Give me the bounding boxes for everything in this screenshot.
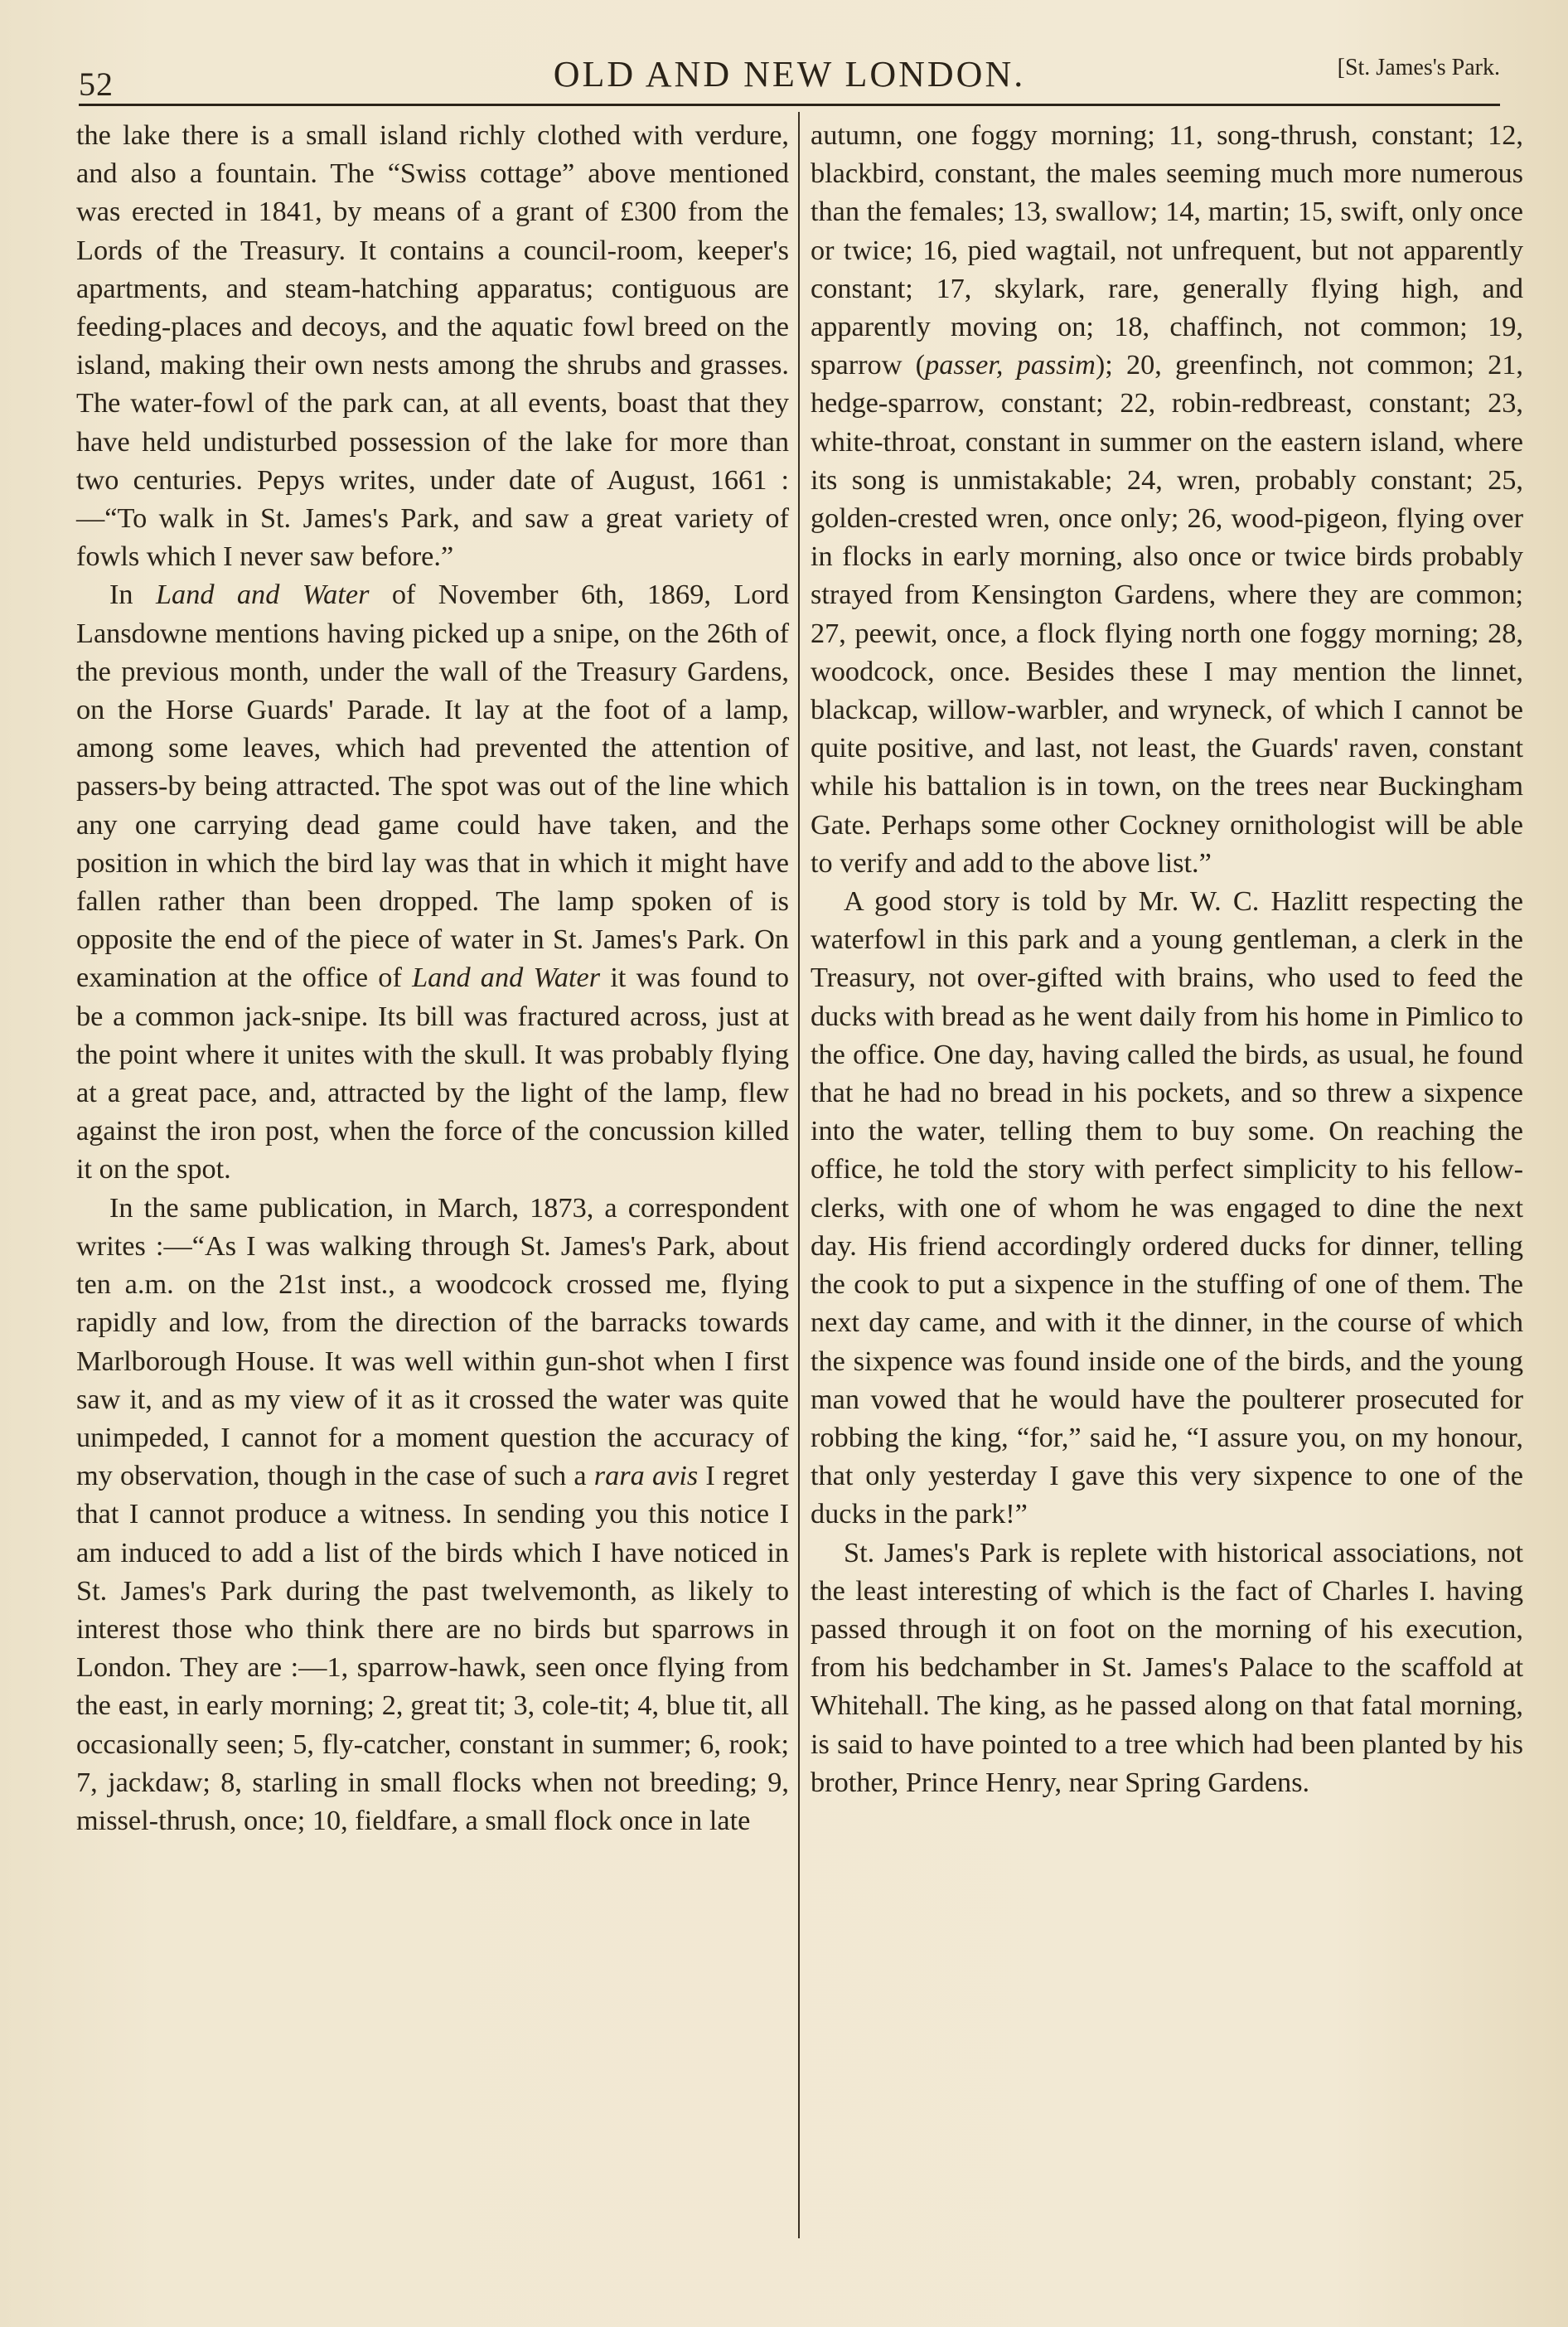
paragraph-sixpence-story: A good story is told by Mr. W. C. Hazlitt respecting the waterfowl in this park and a young gentleman, a clerk in the Treasury, not over-gifted with brains, who used to feed the ducks with bread as he went daily from his home in Pimlico to the office. One day, having called the birds, as usual, he found that he had no bread in his pockets, and so threw a sixpence into the water, telling them to buy some. On reaching the office, he told the story with perfect simplicity to his fellow-clerks, with one of whom he was engaged to dine the next day. His friend accordingly ordered ducks for dinner, telling the cook to put a sixpence in the stuffing of one of them. The next day came, and with it the dinner, in the course of which the sixpence was found inside one of the birds, and the young man vowed that he would have the poulterer prosecuted for robbing the king, “for,” said he, “I assure you, on my honour, that only yesterday I gave this very sixpence to one of the ducks in the park!” [811,885,1523,1530]
running-title: OLD AND NEW LONDON. [553,54,1026,95]
section-tag: [St. James's Park. [1337,55,1500,80]
paragraph-snipe: In Land and Water of November 6th, 1869, Lord Lansdowne mentions having picked up a snipe, on the 26th of the previous month, under the wall of the Treasury Gardens, on the Horse Guards' Parade. It lay at the foot of a lamp, among some leaves, which had prevented the attention of passers-by being attracted. The spot was out of the line which any one carrying dead game could have taken, and the position in which the bird lay was that in which it might have fallen rather than been dropped. The lamp spoken of is opposite the end of the piece of water in St. James's Park. On examination at the office of Land and Water it was found to be a common jack-snipe. Its bill was fractured across, just at the point where it unites with the skull. It was probably flying at a great pace, and, attracted by the light of the lamp, flew against the iron post, when the force of the concussion killed it on the spot. [76,579,790,1185]
paragraph-charles-i: St. James's Park is replete with historical associations, not the least interesting of which is the fact of Charles I. having passed through it on foot on the morning of his execution, from his bedchamber in St. James's Palace to the scaffold at Whitehall. The king, as he passed along on that fatal morning, is said to have pointed to a tree which had been planted by his brother, Prince Henry, near Spring Gardens. [811,1536,1523,1798]
right-column [811,116,1523,2238]
page-header [79,46,1500,104]
paragraph-woodcock: In the same publication, in March, 1873, a correspondent writes :—“As I was walking through St. James's Park, about ten a.m. on the 21st inst., a woodcock crossed me, flying rapidly and low, from the direction of the barracks towards Marlborough House. It was well within gun-shot when I first saw it, and as my view of it as it crossed the water was quite unimpeded, I cannot for a moment question the accuracy of my observation, though in the case of such a rara avis I regret that I cannot produce a witness. In sending you this notice I am induced to add a list of the birds which I have noticed in St. James's Park during the past twelvemonth, as likely to interest those who think there are no birds but sparrows in London. They are :—1, sparrow-hawk, seen once flying from the east, in early morning; 2, great tit; 3, cole-tit; 4, blue tit, all occasionally seen; 5, fly-catcher, constant in summer; 6, rook; 7, jackdaw; 8, starling in small flocks when not breeding; 9, missel-thrush, once; 10, fieldfare, a small flock once in late [76,1191,790,1836]
page-number: 52 [79,65,114,103]
header-rule [79,104,1500,106]
paragraph-bird-list: autumn, one foggy morning; 11, song-thrush, constant; 12, blackbird, constant, the males seeming much more numerous than the females; 13, swallow; 14, martin; 15, swift, only once or twice; 16, pied wagtail, not unfrequent, but not apparently constant; 17, skylark, rare, generally flying high, and apparently moving on; 18, chaffinch, not common; 19, sparrow (passer, passim); 20, greenfinch, not common; 21, hedge-sparrow, constant; 22, robin-redbreast, constant; 23, white-throat, constant in summer on the eastern island, where its song is unmistakable; 24, wren, probably constant; 25, golden-crested wren, once only; 26, wood-pigeon, flying over in flocks in early morning, also once or twice birds probably strayed from Kensington Gardens, where they are common; 27, peewit, once, a flock flying north one foggy morning; 28, woodcock, once. Besides these I may mention the linnet, blackcap, willow-warbler, and wryneck, of which I cannot be quite positive, and last, not least, the Guards' raven, constant while his battalion is in town, on the trees near Buckingham Gate. Perhaps some other Cockney ornithologist will be able to verify and add to the above list.” [811,119,1523,879]
paragraph-lake-island: the lake there is a small island richly clothed with verdure, and also a fountain. The “Swiss cottage” above mentioned was erected in 1841, by means of a grant of £300 from the Lords of the Treasury. It contains a council-room, keeper's apartments, and steam-hatching apparatus; contiguous are feeding-places and decoys, and the aquatic fowl breed on the island, making their own nests among the shrubs and grasses. The water-fowl of the park can, at all events, boast that they have held undisturbed possession of the lake for more than two centuries. Pepys writes, under date of August, 1661 :—“To walk in St. James's Park, and saw a great variety of fowls which I never saw before.” [76,119,789,573]
column-divider [798,112,800,2238]
left-column [76,116,789,2238]
